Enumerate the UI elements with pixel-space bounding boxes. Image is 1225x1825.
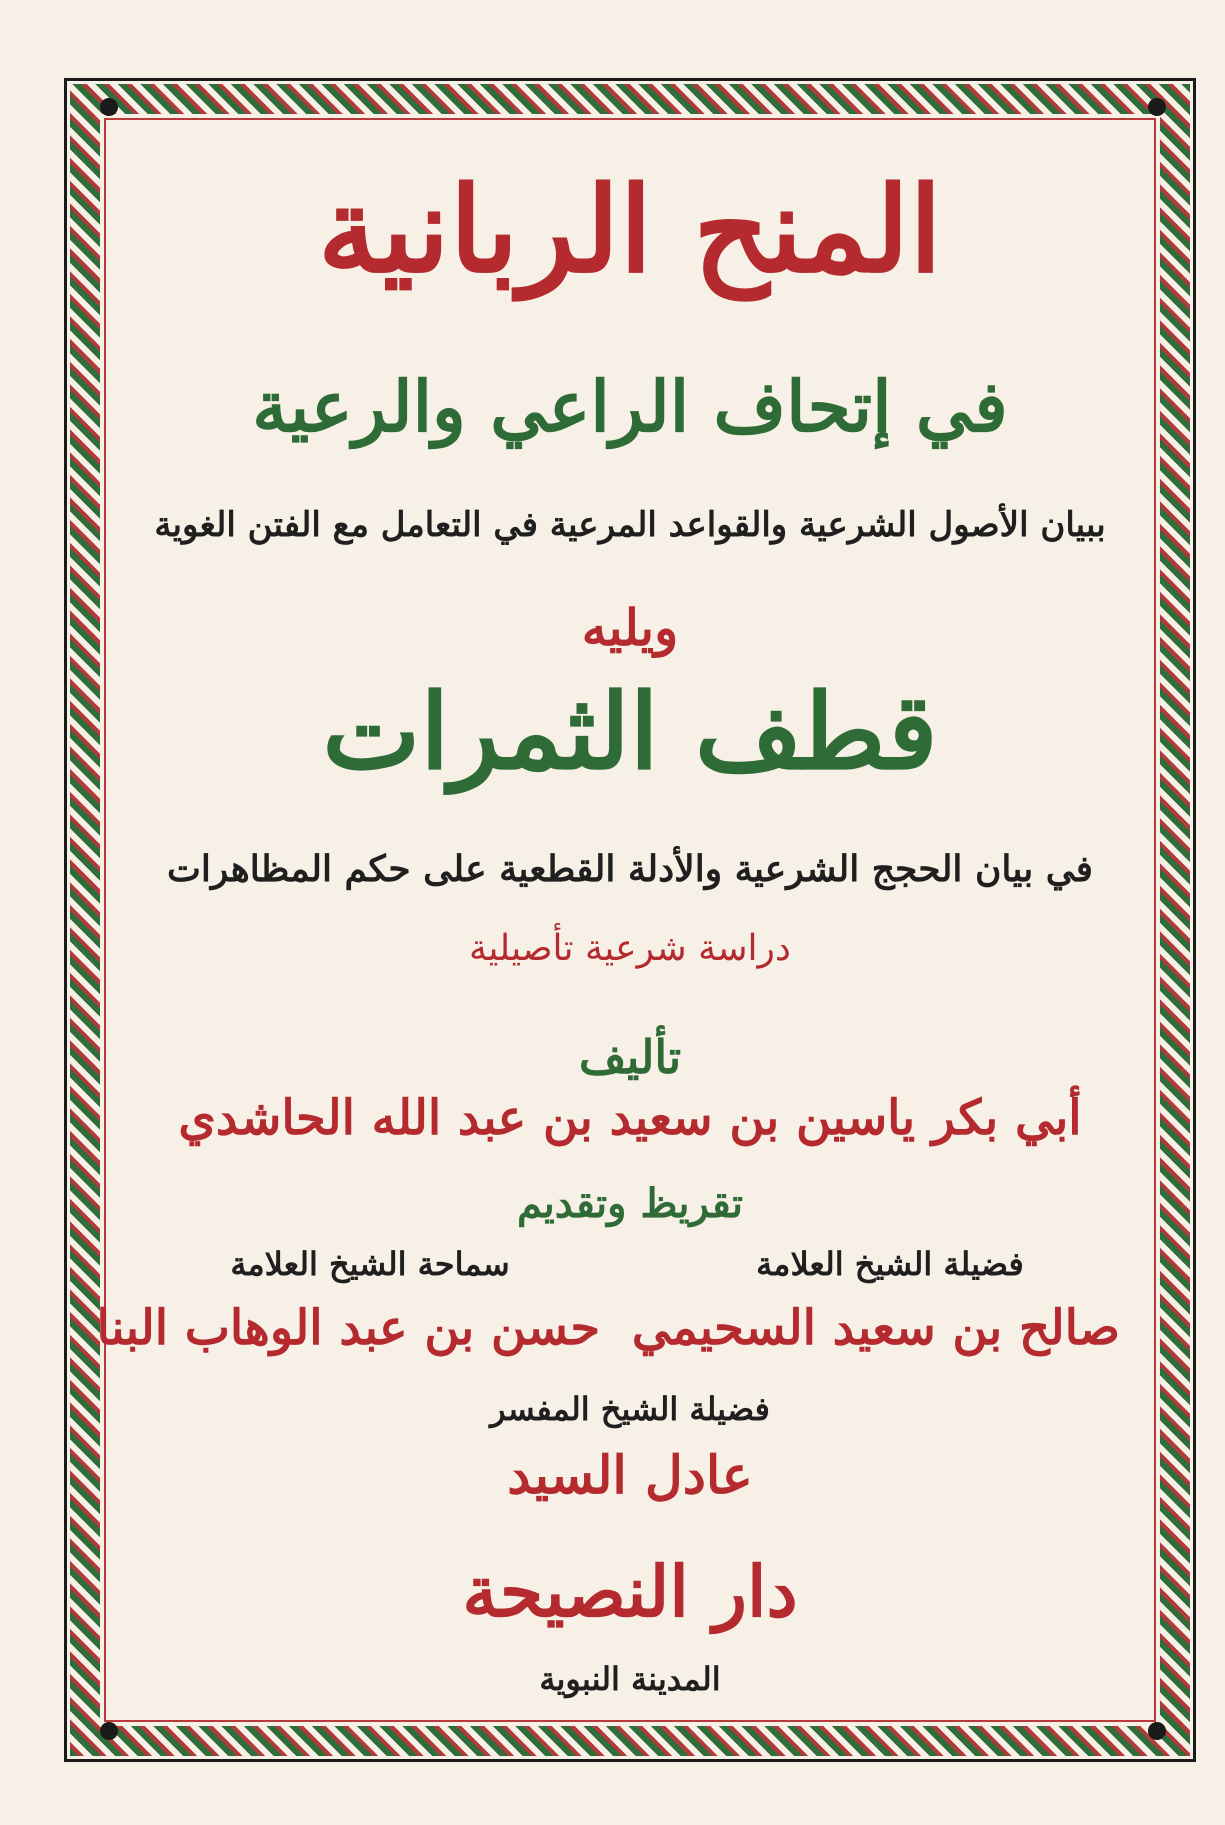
study-type: دراسة شرعية تأصيلية [469,928,791,969]
endorser-3-name: عادل السيد [507,1445,753,1506]
book-title: المنح الربانية [317,160,943,299]
followed-by-label: ويليه [581,598,679,657]
second-book-description: في بيان الحجج الشرعية والأدلة القطعية على حكم المظاهرات [166,848,1094,890]
corner-dot-icon [1148,98,1166,116]
endorser-1-name: صالح بن سعيد السحيمي [631,1300,1120,1356]
corner-dot-icon [100,98,118,116]
book-subtitle: في إتحاف الراعي والرعية [252,365,1008,448]
subtitle-description: ببيان الأصول الشرعية والقواعد المرعية في التعامل مع الفتن الغوية [154,505,1106,545]
publisher-city: المدينة النبوية [539,1660,721,1698]
endorser-2-name: حسن بن عبد الوهاب البنا [96,1300,600,1356]
corner-dot-icon [1148,1722,1166,1740]
authored-label: تأليف [578,1030,682,1084]
endorser-1-title: فضيلة الشيخ العلامة [756,1245,1024,1283]
endorser-3-title: فضيلة الشيخ المفسر [490,1390,770,1428]
endorsement-label: تقريظ وتقديم [517,1180,743,1227]
corner-dot-icon [100,1722,118,1740]
publisher-name: دار النصيحة [462,1550,798,1633]
author-name: أبي بكر ياسين بن سعيد بن عبد الله الحاشدي [178,1090,1082,1146]
second-book-title: قطف الثمرات [322,670,938,793]
cover-content [96,150,1130,1710]
endorser-2-title: سماحة الشيخ العلامة [230,1245,510,1283]
